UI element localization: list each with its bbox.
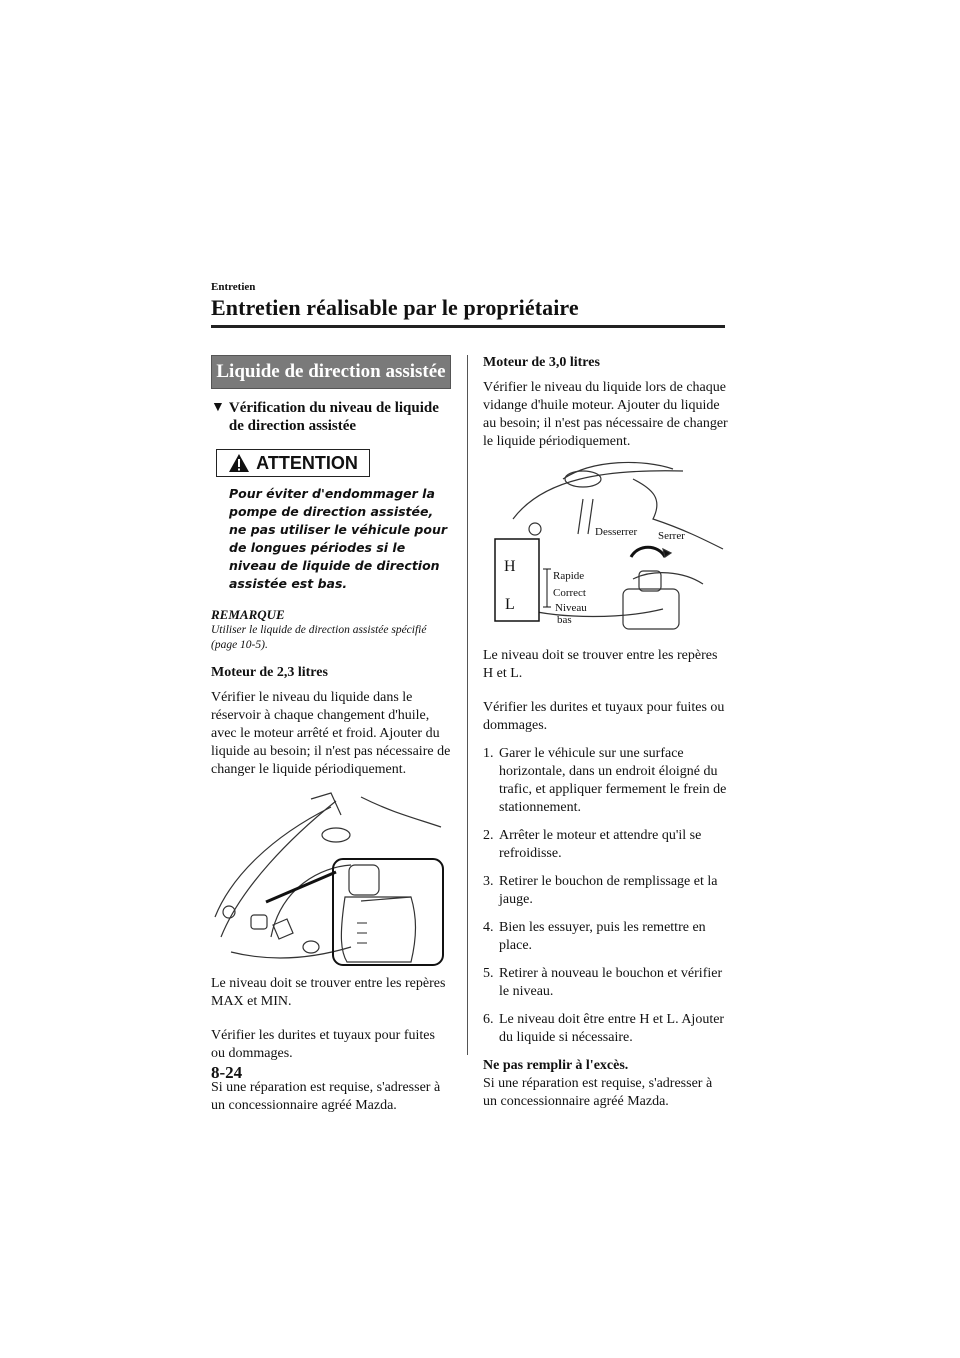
list-item: 2. Arrêter le moteur et attendre qu'il se refroidisse.: [483, 828, 702, 861]
engine-30-heading: Moteur de 3,0 litres: [483, 355, 600, 370]
remark-title: REMARQUE: [211, 607, 285, 622]
engine-23-reservoir-illustration: [211, 787, 447, 967]
left-column: [211, 355, 451, 1115]
correct-label: Correct: [553, 587, 586, 599]
engine-23-text: Vérifier le niveau du liquide dans le réservoir à chaque changement d'huile, avec le moteur arrêté et froid. Ajouter du liquide au besoin; il n'est pas nécessaire de changer le liquide périodiquement.: [211, 690, 451, 777]
list-item: 5. Retirer à nouveau le bouchon et vérifier le niveau.: [483, 966, 723, 999]
repair-text: Si une réparation est requise, s'adresser à un concessionnaire agréé Mazda.: [211, 1080, 441, 1113]
level-text: Le niveau doit se trouver entre les repères H et L.: [483, 648, 718, 681]
level-text: Le niveau doit se trouver entre les repères MAX et MIN.: [211, 976, 446, 1009]
list-item: 3. Retirer le bouchon de remplissage et la jauge.: [483, 874, 718, 907]
title-divider: [211, 325, 725, 328]
list-item: 6. Le niveau doit être entre H et L. Ajouter du liquide si nécessaire.: [483, 1012, 725, 1045]
h-mark: H: [504, 558, 516, 575]
subheading-text: Vérification du niveau de liquide de direction assistée: [228, 400, 439, 434]
engine-30-text: Vérifier le niveau du liquide lors de chaque vidange d'huile moteur. Ajouter du liquide au besoin; il n'est pas nécessaire de changer le liquide périodiquement.: [483, 380, 728, 449]
tighten-label: Serrer: [658, 530, 685, 542]
remark-text: Utiliser le liquide de direction assistée spécifié (page 10-5).: [211, 624, 427, 651]
fast-label: Rapide: [553, 570, 585, 582]
page-number: 8-24: [211, 1063, 243, 1082]
loosen-label: Desserrer: [595, 526, 638, 538]
check-text: Vérifier les durites et tuyaux pour fuites ou dommages.: [483, 700, 725, 733]
attention-box: [216, 449, 370, 477]
attention-text: Pour éviter d'endommager la pompe de direction assistée, ne pas utiliser le véhicule pour de longues périodes si le niveau de liquide de direction assistée est bas.: [229, 486, 448, 591]
page-title: Entretien réalisable par le propriétaire: [211, 295, 579, 320]
l-mark: L: [505, 596, 515, 613]
section-label: Entretien: [211, 281, 256, 293]
column-divider: [467, 355, 468, 1055]
section-banner: Liquide de direction assistée: [211, 355, 451, 389]
check-text: Vérifier les durites et tuyaux pour fuites ou dommages.: [211, 1028, 435, 1061]
warning-icon: [228, 453, 250, 473]
attention-label: ATTENTION: [256, 452, 358, 473]
low-label-2: bas: [557, 614, 572, 626]
right-column: [483, 355, 728, 1111]
repair-text: Si une réparation est requise, s'adresser à un concessionnaire agréé Mazda.: [483, 1076, 713, 1109]
steps-list: [483, 745, 728, 1047]
triangle-bullet-icon: ▼: [211, 400, 225, 415]
low-label: Niveau: [555, 602, 587, 614]
engine-30-reservoir-illustration: [483, 459, 728, 639]
subheading: [211, 399, 451, 435]
no-overfill-warning: Ne pas remplir à l'excès.: [483, 1058, 629, 1073]
engine-23-heading: Moteur de 2,3 litres: [211, 665, 328, 680]
list-item: 1. Garer le véhicule sur une surface horizontale, dans un endroit éloigné du trafic, et appliquer fermement le frein de stationnement.: [483, 746, 727, 815]
list-item: 4. Bien les essuyer, puis les remettre en place.: [483, 920, 706, 953]
